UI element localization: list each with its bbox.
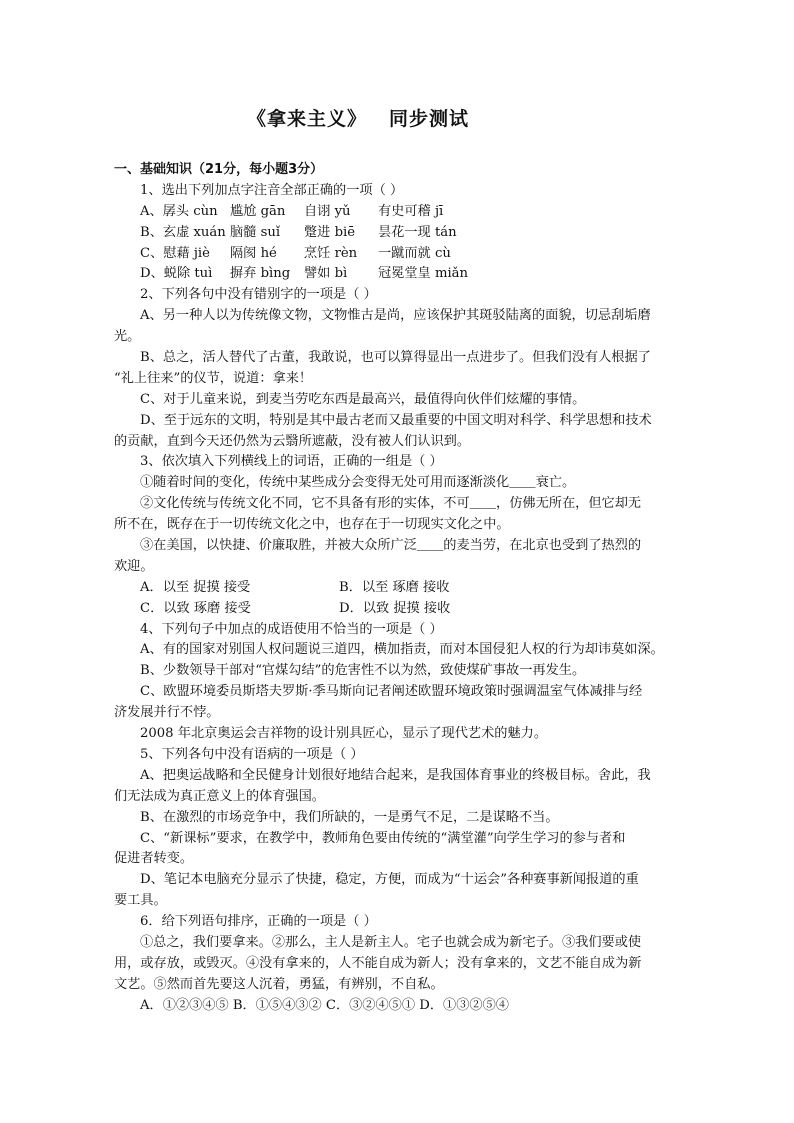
question-1-option-b: B、玄虚 xuán 脑髓 suǐ 蹩进 biē 昙花一现 tán — [140, 224, 457, 240]
question-1-option-d: D、蜕除 tuì 摒弃 bìng 譬如 bì 冠冕堂皇 miǎn — [140, 266, 469, 282]
section-heading: 一、基础知识（21分，每小题3分） — [114, 162, 324, 177]
question-1-stem: 1、选出下列加点字注音全部正确的一项（ ） — [140, 182, 404, 198]
question-3-option-d: D．以致 捉摸 接收 — [339, 600, 451, 616]
question-2-option-d: D、至于远东的文明，特别是其中最古老而又最重要的中国文明对科学、科学思想和技术 — [140, 412, 652, 428]
question-4-stem: 4、下列句子中加点的成语使用不恰当的一项是（ ） — [140, 621, 443, 637]
question-6-sentences-cont: 用，或存放，或毁灭。④没有拿来的，人不能自成为新人；没有拿来的，文艺不能自成为新 — [114, 955, 642, 971]
question-3-option-a: A．以至 捉摸 接受 — [140, 579, 251, 595]
question-4-option-b: B、少数领导干部对“官煤勾结”的危害性不以为然，致使煤矿事故一再发生。 — [140, 663, 586, 679]
question-3-sentence-2: ②文化传统与传统文化不同，它不具备有形的实体，不可＿＿，仿佛无所在，但它却无 — [140, 496, 642, 512]
question-4-option-c: C、欧盟环境委员斯塔夫罗斯·季马斯向记者阐述欧盟环境政策时强调温室气体减排与经 — [140, 684, 643, 700]
question-1-option-c: C、慰藉 jiè 隔阂 hé 烹饪 rèn 一蹴而就 cù — [140, 245, 451, 261]
question-2-option-b-cont: “礼上往来”的仪节，说道：拿来！ — [114, 370, 313, 386]
question-3-option-b: B．以至 琢磨 接收 — [339, 579, 450, 595]
question-3-stem: 3、依次填入下列横线上的词语，正确的一组是（ ） — [140, 454, 443, 470]
document-body — [114, 160, 684, 1017]
question-5-option-b: B、在激烈的市场竞争中，我们所缺的，一是勇气不足，二是谋略不当。 — [140, 809, 559, 825]
page-title — [0, 104, 716, 131]
question-5-option-a-cont: 们无法成为真正意义上的体育强国。 — [114, 788, 325, 804]
question-5-option-c: C、“新课标”要求，在教学中，教师角色要由传统的“满堂灌”向学生学习的参与者和 — [140, 830, 626, 846]
question-6-options: A．①②③④⑤ B．①⑤④③② C．③②④⑤① D．①③②⑤④ — [140, 997, 509, 1013]
question-3-option-c: C．以致 琢磨 接受 — [140, 600, 251, 616]
question-2-stem: 2、下列各句中没有错别字的一项是（ ） — [140, 287, 377, 303]
question-1-option-a: A、孱头 cùn 尴尬 gān 自诩 yǔ 有史可稽 jī — [140, 203, 444, 219]
title-sub: 同步测试 — [389, 108, 470, 130]
question-3-options-ab — [114, 578, 684, 599]
question-6-sentences: ①总之，我们要拿来。②那么，主人是新主人。宅子也就会成为新宅子。③我们要或使 — [140, 934, 642, 950]
question-5-option-d-cont: 要工具。 — [114, 893, 167, 909]
question-2-option-b: B、总之，活人替代了古董，我敢说，也可以算得显出一点进步了。但我们没有人根据了 — [140, 350, 651, 366]
question-3-sentence-1: ①随着时间的变化，传统中某些成分会变得无处可用而逐渐淡化＿＿衰亡。 — [140, 475, 576, 491]
question-5-stem: 5、下列各句中没有语病的一项是（ ） — [140, 746, 364, 762]
question-4-option-c-cont: 济发展并行不悖。 — [114, 705, 220, 721]
question-4-option-a: A、有的国家对别国人权问题说三道四，横加指责，而对本国侵犯人权的行为却讳莫如深。 — [140, 642, 664, 658]
question-4-option-d: 2008 年北京奥运会吉祥物的设计别具匠心，显示了现代艺术的魅力。 — [140, 726, 548, 742]
question-5-option-c-cont: 促进者转变。 — [114, 851, 194, 867]
question-3-options-cd — [114, 599, 684, 620]
question-2-option-d-cont: 的贡献，直到今天还仍然为云翳所遮蔽，没有被人们认识到。 — [114, 433, 471, 449]
question-6-stem: 6．给下列语句排序，正确的一项是（ ） — [140, 914, 377, 930]
question-2-option-a-cont: 光。 — [114, 329, 141, 345]
question-2-option-c: C、对于儿童来说，到麦当劳吃东西是最高兴，最值得向伙伴们炫耀的事情。 — [140, 391, 586, 407]
question-3-sentence-3-cont: 欢迎。 — [114, 558, 154, 574]
title-main: 《拿来主义》 — [246, 108, 367, 130]
question-3-sentence-2-cont: 所不在，既存在于一切传统文化之中，也存在于一切现实文化之中。 — [114, 517, 510, 533]
question-5-option-a: A、把奥运战略和全民健身计划很好地结合起来，是我国体育事业的终极目标。舍此，我 — [140, 767, 651, 783]
question-5-option-d: D、笔记本电脑充分显示了快捷，稳定，方便，而成为“十运会”各种赛事新闻报道的重 — [140, 872, 639, 888]
question-6-sentences-end: 文艺。⑤然而首先要这人沉着，勇猛，有辨别，不自私。 — [114, 976, 444, 992]
question-3-sentence-3: ③在美国，以快捷、价廉取胜，并被大众所广泛＿＿的麦当劳，在北京也受到了热烈的 — [140, 538, 642, 554]
question-2-option-a: A、另一种人以为传统像文物，文物惟古是尚，应该保护其斑驳陆离的面貌，切忌刮垢磨 — [140, 308, 651, 324]
